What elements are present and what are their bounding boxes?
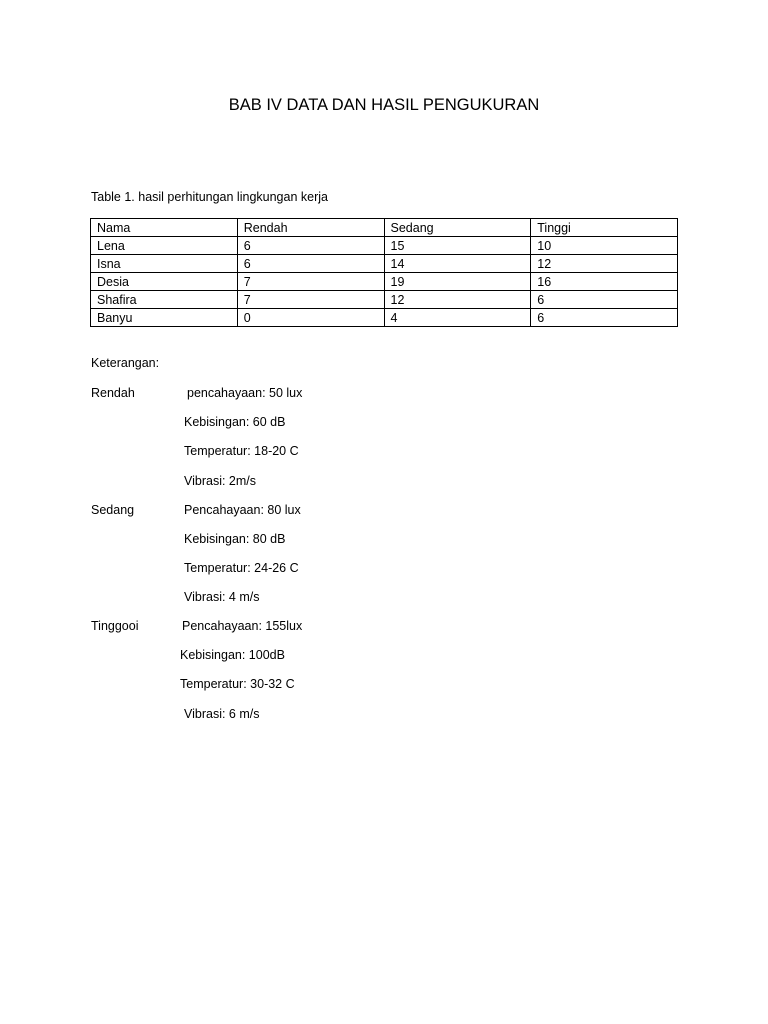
notes-label-tinggi: Tinggooi [91, 619, 139, 633]
notes-item: pencahayaan: 50 lux [187, 386, 303, 400]
notes-item: Kebisingan: 80 dB [184, 532, 286, 546]
notes-item: Vibrasi: 4 m/s [184, 590, 260, 604]
table-cell: 14 [384, 255, 531, 273]
table-cell: 10 [531, 237, 678, 255]
table-caption: Table 1. hasil perhitungan lingkungan kerja [91, 190, 328, 204]
table-cell: Lena [91, 237, 238, 255]
notes-item: Temperatur: 18-20 C [184, 444, 299, 458]
table-cell: 6 [531, 291, 678, 309]
table-cell: 16 [531, 273, 678, 291]
notes-item: Vibrasi: 2m/s [184, 474, 257, 488]
notes-label-rendah: Rendah [91, 386, 135, 400]
notes-item: Kebisingan: 60 dB [184, 415, 286, 429]
table-cell: 12 [384, 291, 531, 309]
table-row [91, 273, 678, 291]
notes-item: Pencahayaan: 80 lux [184, 503, 301, 517]
header-cell-rendah: Rendah [237, 219, 384, 237]
notes-item: Vibrasi: 6 m/s [184, 707, 260, 721]
table-cell: 6 [531, 309, 678, 327]
notes-item: Kebisingan: 100dB [180, 648, 285, 662]
table-cell: 19 [384, 273, 531, 291]
notes-item: Temperatur: 24-26 C [184, 561, 299, 575]
table-cell: 6 [237, 237, 384, 255]
notes-heading: Keterangan: [91, 356, 160, 370]
table-cell: 7 [237, 273, 384, 291]
page-title: BAB IV DATA DAN HASIL PENGUKURAN [228, 96, 540, 114]
table-cell: 7 [237, 291, 384, 309]
table-cell: Desia [91, 273, 238, 291]
notes-item: Pencahayaan: 155lux [182, 619, 303, 633]
table-cell: 4 [384, 309, 531, 327]
table-cell: Isna [91, 255, 238, 273]
table-row [91, 309, 678, 327]
header-cell-sedang: Sedang [384, 219, 531, 237]
table-row [91, 291, 678, 309]
table-header-row [91, 219, 678, 237]
table-cell: 0 [237, 309, 384, 327]
table-row [91, 237, 678, 255]
table-cell: Banyu [91, 309, 238, 327]
notes-label-sedang: Sedang [91, 503, 135, 517]
header-cell-nama: Nama [91, 219, 238, 237]
table-row [91, 255, 678, 273]
header-cell-tinggi: Tinggi [531, 219, 678, 237]
table-cell: 12 [531, 255, 678, 273]
notes-item: Temperatur: 30-32 C [180, 677, 295, 691]
table-cell: 15 [384, 237, 531, 255]
table-cell: Shafira [91, 291, 238, 309]
table-cell: 6 [237, 255, 384, 273]
measurement-table [90, 218, 678, 327]
